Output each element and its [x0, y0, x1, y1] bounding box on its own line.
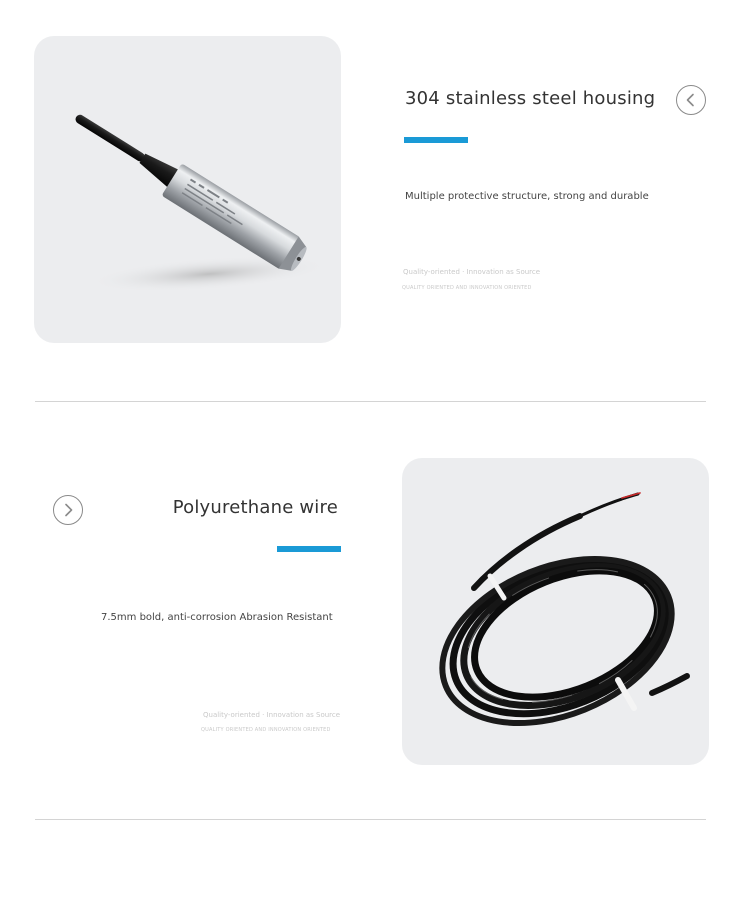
accent-bar: [277, 546, 341, 552]
feature-description-housing: Multiple protective structure, strong and durable: [405, 191, 649, 202]
slogan-cn: Quality-oriented · Innovation as Source: [403, 268, 541, 276]
prev-arrow-button[interactable]: [676, 85, 706, 115]
feature-title-housing: 304 stainless steel housing: [405, 88, 656, 109]
feature-description-wire: 7.5mm bold, anti-corrosion Abrasion Resistant: [101, 612, 333, 623]
slogan-cn: Quality-oriented · Innovation as Source: [203, 711, 341, 719]
next-arrow-button[interactable]: [53, 495, 83, 525]
feature-title-wire: Polyurethane wire: [172, 497, 338, 518]
coiled-cable-image: [402, 458, 709, 765]
cable-photo-card: [402, 458, 709, 765]
slogan-en: QUALITY ORIENTED AND INNOVATION ORIENTED: [402, 285, 532, 291]
section-divider: [35, 401, 706, 402]
sensor-photo-card: [34, 36, 341, 343]
slogan-en: QUALITY ORIENTED AND INNOVATION ORIENTED: [201, 727, 331, 733]
chevron-left-icon: [684, 93, 698, 107]
accent-bar: [404, 137, 468, 143]
chevron-right-icon: [61, 503, 75, 517]
section-divider: [35, 819, 706, 820]
sensor-probe-image: [34, 36, 341, 343]
